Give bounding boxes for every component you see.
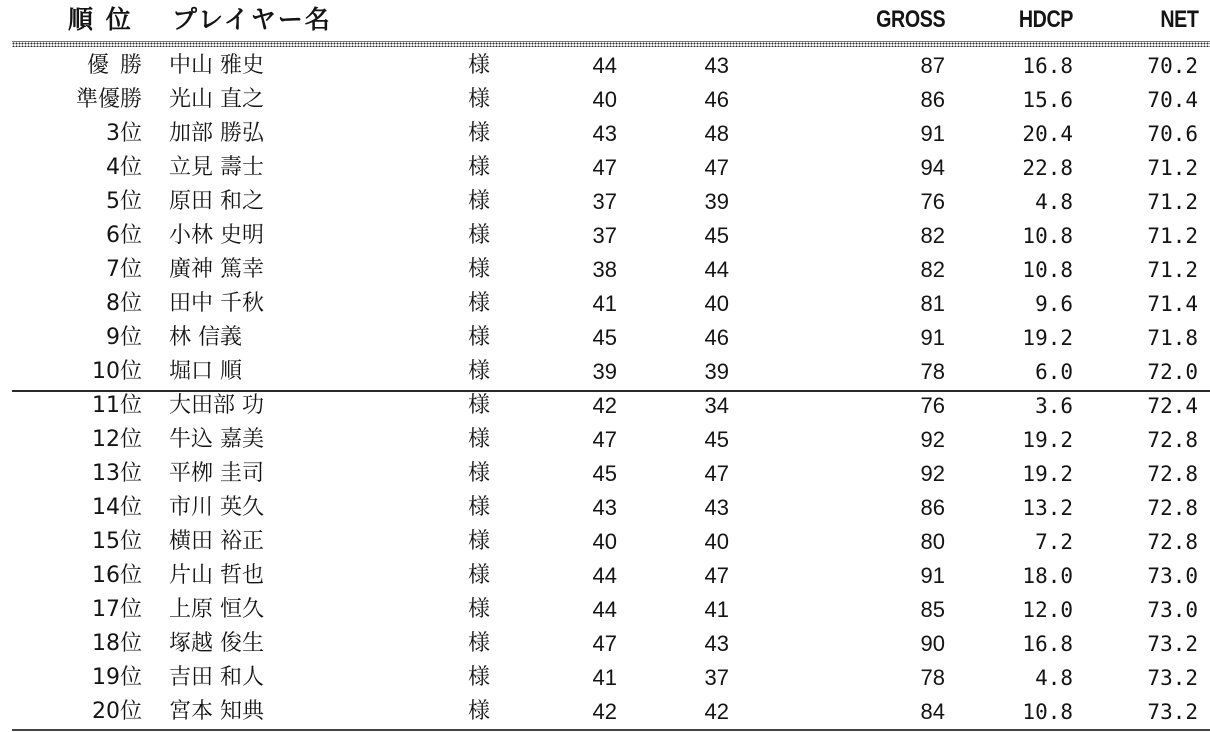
front-nine-score-cell: 44: [592, 563, 617, 588]
rank-cell: 8位: [106, 291, 142, 316]
rank-cell: 3位: [106, 121, 142, 146]
back-nine-score-cell: 45: [704, 223, 729, 248]
net-score-cell: 70.6: [1147, 122, 1198, 146]
front-nine-score-cell: 37: [592, 223, 617, 248]
front-nine-score-cell: 47: [592, 631, 617, 656]
net-score-cell: 71.2: [1147, 156, 1198, 180]
table-row: [0, 559, 1210, 593]
gross-score-cell: 86: [920, 495, 945, 520]
honorific-cell: 様: [468, 359, 491, 384]
honorific-cell: 様: [468, 325, 491, 350]
honorific-cell: 様: [468, 257, 491, 282]
front-nine-score-cell: 43: [592, 121, 617, 146]
player-name-cell: 宮本 知典: [169, 699, 264, 724]
handicap-cell: 4.8: [1035, 666, 1073, 690]
honorific-cell: 様: [468, 53, 491, 78]
rank-cell: 10位: [92, 359, 142, 384]
gross-score-cell: 78: [920, 665, 945, 690]
back-nine-score-cell: 45: [704, 427, 729, 452]
net-score-cell: 72.8: [1147, 462, 1198, 486]
rank-cell: 17位: [92, 597, 142, 622]
back-nine-score-cell: 47: [704, 563, 729, 588]
back-nine-score-cell: 43: [704, 53, 729, 78]
gross-score-cell: 82: [920, 257, 945, 282]
table-row: [0, 253, 1210, 287]
table-row: [0, 389, 1210, 423]
handicap-cell: 18.0: [1022, 564, 1073, 588]
net-score-cell: 72.8: [1147, 530, 1198, 554]
honorific-cell: 様: [468, 291, 491, 316]
rank-cell: 14位: [92, 495, 142, 520]
front-nine-score-cell: 39: [592, 359, 617, 384]
player-name-cell: 横田 裕正: [169, 529, 264, 554]
front-nine-score-cell: 41: [592, 665, 617, 690]
handicap-cell: 10.8: [1022, 258, 1073, 282]
handicap-cell: 10.8: [1022, 700, 1073, 724]
net-score-cell: 73.2: [1147, 666, 1198, 690]
table-row: [0, 151, 1210, 185]
handicap-cell: 9.6: [1035, 292, 1073, 316]
bottom-divider: [12, 729, 1210, 731]
table-row: [0, 117, 1210, 151]
gross-score-cell: 87: [920, 53, 945, 78]
player-name-cell: 林 信義: [169, 325, 242, 350]
front-nine-score-cell: 47: [592, 427, 617, 452]
table-row: [0, 83, 1210, 117]
player-name-cell: 原田 和之: [169, 189, 264, 214]
net-score-cell: 72.8: [1147, 496, 1198, 520]
player-name-cell: 牛込 嘉美: [169, 427, 264, 452]
player-name-cell: 光山 直之: [169, 87, 264, 112]
header-divider: [12, 41, 1210, 47]
back-nine-score-cell: 46: [704, 325, 729, 350]
front-nine-score-cell: 41: [592, 291, 617, 316]
back-nine-score-cell: 37: [704, 665, 729, 690]
back-nine-score-cell: 47: [704, 461, 729, 486]
back-nine-score-cell: 34: [704, 393, 729, 418]
back-nine-score-cell: 40: [704, 529, 729, 554]
player-name-cell: 加部 勝弘: [169, 121, 264, 146]
back-nine-score-cell: 39: [704, 189, 729, 214]
front-nine-score-cell: 40: [592, 529, 617, 554]
handicap-cell: 7.2: [1035, 530, 1073, 554]
back-nine-score-cell: 40: [704, 291, 729, 316]
player-name-cell: 立見 壽士: [169, 155, 264, 180]
gross-score-cell: 81: [920, 291, 945, 316]
header-rank: 順 位: [68, 5, 133, 34]
honorific-cell: 様: [468, 699, 491, 724]
table-row: [0, 491, 1210, 525]
net-score-cell: 71.2: [1147, 224, 1198, 248]
header-player-name: プレイヤー名: [172, 5, 332, 34]
table-row: [0, 661, 1210, 695]
player-name-cell: 廣神 篤幸: [169, 257, 264, 282]
honorific-cell: 様: [468, 461, 491, 486]
gross-score-cell: 91: [920, 121, 945, 146]
handicap-cell: 13.2: [1022, 496, 1073, 520]
handicap-cell: 4.8: [1035, 190, 1073, 214]
header-gross: GROSS: [875, 6, 945, 33]
table-row: [0, 695, 1210, 729]
handicap-cell: 15.6: [1022, 88, 1073, 112]
net-score-cell: 72.8: [1147, 428, 1198, 452]
handicap-cell: 16.8: [1022, 632, 1073, 656]
player-name-cell: 塚越 俊生: [169, 631, 264, 656]
front-nine-score-cell: 44: [592, 597, 617, 622]
honorific-cell: 様: [468, 155, 491, 180]
honorific-cell: 様: [468, 597, 491, 622]
handicap-cell: 3.6: [1035, 394, 1073, 418]
table-row: [0, 49, 1210, 83]
rank-cell: 11位: [92, 393, 142, 418]
net-score-cell: 73.2: [1147, 700, 1198, 724]
rank-cell: 優勝: [86, 53, 153, 78]
rank-cell: 15位: [92, 529, 142, 554]
table-row: [0, 593, 1210, 627]
back-nine-score-cell: 39: [704, 359, 729, 384]
player-name-cell: 上原 恒久: [169, 597, 264, 622]
rank-cell: 12位: [92, 427, 142, 452]
table-row: [0, 457, 1210, 491]
gross-score-cell: 78: [920, 359, 945, 384]
honorific-cell: 様: [468, 631, 491, 656]
handicap-cell: 16.8: [1022, 54, 1073, 78]
table-row: [0, 321, 1210, 355]
net-score-cell: 70.4: [1147, 88, 1198, 112]
top-ten-divider: [12, 390, 1210, 392]
gross-score-cell: 85: [920, 597, 945, 622]
front-nine-score-cell: 42: [592, 393, 617, 418]
table-row: [0, 423, 1210, 457]
gross-score-cell: 86: [920, 87, 945, 112]
net-score-cell: 71.2: [1147, 258, 1198, 282]
honorific-cell: 様: [468, 495, 491, 520]
gross-score-cell: 91: [920, 563, 945, 588]
net-score-cell: 72.4: [1147, 394, 1198, 418]
back-nine-score-cell: 48: [704, 121, 729, 146]
back-nine-score-cell: 41: [704, 597, 729, 622]
rank-cell: 18位: [92, 631, 142, 656]
rank-cell: 4位: [106, 155, 142, 180]
table-row: [0, 185, 1210, 219]
net-score-cell: 71.8: [1147, 326, 1198, 350]
front-nine-score-cell: 42: [592, 699, 617, 724]
player-name-cell: 片山 哲也: [169, 563, 264, 588]
rank-cell: 13位: [92, 461, 142, 486]
gross-score-cell: 92: [920, 461, 945, 486]
net-score-cell: 73.0: [1147, 598, 1198, 622]
handicap-cell: 10.8: [1022, 224, 1073, 248]
player-name-cell: 市川 英久: [169, 495, 264, 520]
handicap-cell: 20.4: [1022, 122, 1073, 146]
player-name-cell: 小林 史明: [169, 223, 264, 248]
gross-score-cell: 76: [920, 393, 945, 418]
player-name-cell: 堀口 順: [169, 359, 242, 384]
rank-cell: 9位: [106, 325, 142, 350]
handicap-cell: 22.8: [1022, 156, 1073, 180]
rank-cell: 準優勝: [75, 87, 142, 112]
gross-score-cell: 76: [920, 189, 945, 214]
gross-score-cell: 91: [920, 325, 945, 350]
handicap-cell: 19.2: [1022, 462, 1073, 486]
header-net: NET: [1159, 6, 1198, 33]
back-nine-score-cell: 43: [704, 631, 729, 656]
honorific-cell: 様: [468, 393, 491, 418]
gross-score-cell: 90: [920, 631, 945, 656]
rank-cell: 16位: [92, 563, 142, 588]
table-row: [0, 355, 1210, 389]
rank-cell: 7位: [106, 257, 142, 282]
table-row: [0, 287, 1210, 321]
net-score-cell: 73.0: [1147, 564, 1198, 588]
front-nine-score-cell: 40: [592, 87, 617, 112]
back-nine-score-cell: 42: [704, 699, 729, 724]
handicap-cell: 19.2: [1022, 326, 1073, 350]
rank-cell: 5位: [106, 189, 142, 214]
front-nine-score-cell: 37: [592, 189, 617, 214]
honorific-cell: 様: [468, 427, 491, 452]
back-nine-score-cell: 46: [704, 87, 729, 112]
rank-cell: 6位: [106, 223, 142, 248]
back-nine-score-cell: 47: [704, 155, 729, 180]
net-score-cell: 70.2: [1147, 54, 1198, 78]
table-row: [0, 525, 1210, 559]
honorific-cell: 様: [468, 223, 491, 248]
player-name-cell: 平栁 圭司: [169, 461, 264, 486]
honorific-cell: 様: [468, 665, 491, 690]
player-name-cell: 吉田 和人: [169, 665, 264, 690]
front-nine-score-cell: 43: [592, 495, 617, 520]
handicap-cell: 12.0: [1022, 598, 1073, 622]
front-nine-score-cell: 44: [592, 53, 617, 78]
honorific-cell: 様: [468, 529, 491, 554]
back-nine-score-cell: 43: [704, 495, 729, 520]
gross-score-cell: 82: [920, 223, 945, 248]
gross-score-cell: 80: [920, 529, 945, 554]
table-row: [0, 219, 1210, 253]
gross-score-cell: 94: [920, 155, 945, 180]
net-score-cell: 71.2: [1147, 190, 1198, 214]
gross-score-cell: 92: [920, 427, 945, 452]
front-nine-score-cell: 45: [592, 325, 617, 350]
gross-score-cell: 84: [920, 699, 945, 724]
handicap-cell: 19.2: [1022, 428, 1073, 452]
honorific-cell: 様: [468, 189, 491, 214]
net-score-cell: 72.0: [1147, 360, 1198, 384]
rank-cell: 20位: [92, 699, 142, 724]
player-name-cell: 田中 千秋: [169, 291, 264, 316]
player-name-cell: 大田部 功: [169, 393, 264, 418]
handicap-cell: 6.0: [1035, 360, 1073, 384]
honorific-cell: 様: [468, 87, 491, 112]
table-row: [0, 627, 1210, 661]
honorific-cell: 様: [468, 563, 491, 588]
player-name-cell: 中山 雅史: [169, 53, 264, 78]
honorific-cell: 様: [468, 121, 491, 146]
net-score-cell: 73.2: [1147, 632, 1198, 656]
header-hdcp: HDCP: [1018, 6, 1073, 33]
front-nine-score-cell: 47: [592, 155, 617, 180]
back-nine-score-cell: 44: [704, 257, 729, 282]
rank-cell: 19位: [92, 665, 142, 690]
front-nine-score-cell: 38: [592, 257, 617, 282]
front-nine-score-cell: 45: [592, 461, 617, 486]
net-score-cell: 71.4: [1147, 292, 1198, 316]
